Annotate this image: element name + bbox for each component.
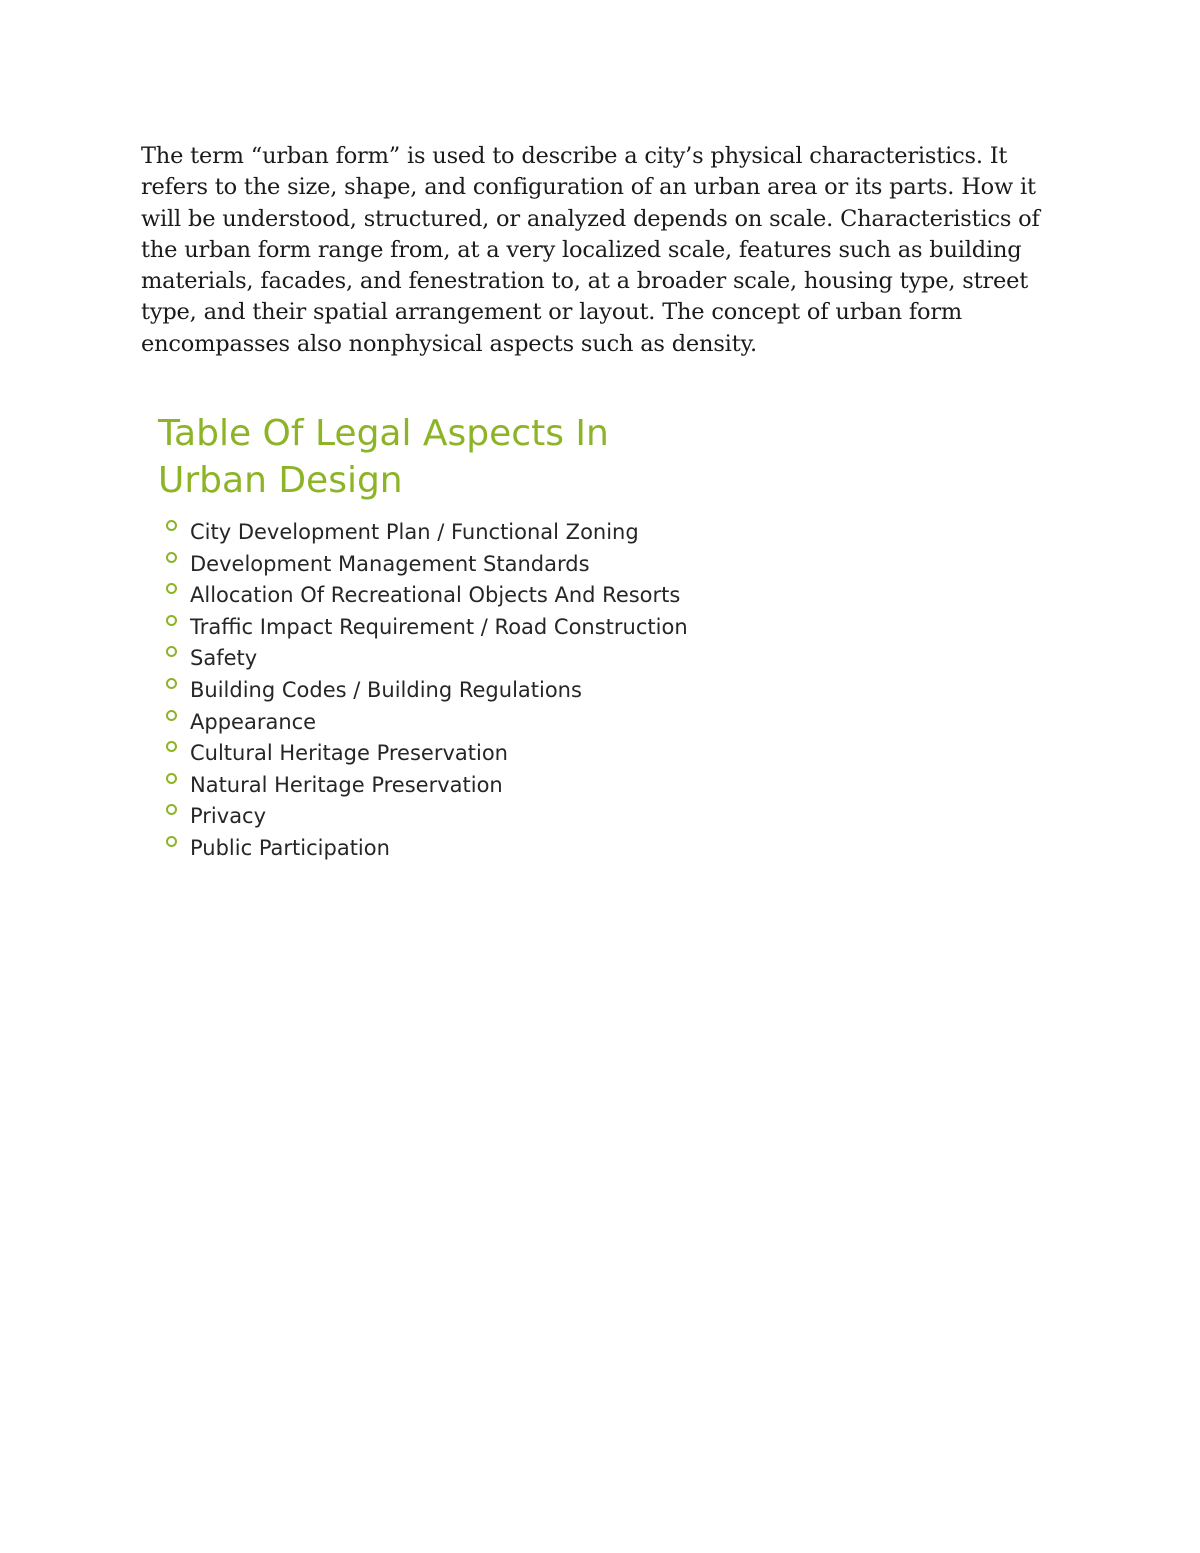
bullet-icon — [166, 583, 177, 594]
list-item-label: City Development Plan / Functional Zoning — [190, 520, 639, 544]
bullet-icon — [166, 710, 177, 721]
list-item-label: Natural Heritage Preservation — [190, 772, 503, 797]
bullet-icon — [166, 804, 177, 815]
list-item-label: Allocation Of Recreational Objects And Resorts — [190, 583, 681, 608]
list-item-label: Development Management Standards — [190, 551, 590, 576]
list-item-label: Building Codes / Building Regulations — [190, 677, 582, 702]
list-item-label: Privacy — [190, 804, 267, 829]
list-item-label: Appearance — [190, 709, 317, 734]
bullet-icon — [166, 552, 177, 563]
bullet-icon — [166, 836, 177, 847]
list-item-label: Public Participation — [190, 835, 390, 860]
bullet-icon — [166, 646, 177, 657]
bullet-icon — [166, 615, 177, 626]
bullet-icon — [166, 773, 177, 784]
list-item-label: Traffic Impact Requirement / Road Construction — [190, 614, 688, 639]
bullet-icon — [166, 741, 177, 752]
bullet-icon — [166, 678, 177, 689]
list-item-label: Safety — [190, 646, 258, 671]
bullet-icon — [166, 520, 177, 531]
intro-paragraph: The term “urban form” is used to describe a city’s physical characteristics. It refers to the size, shape, and configuration of an urban area or its parts. How it will be understood, structured, or analyzed depends on scale. Characteristics of the urban form range from, at a very localized scale, features such as building materials, facades, and fenestration to, at a broader scale, housing type, street type, and their spatial arrangement or layout. The concept of urban form encompasses also nonphysical aspects such as density. — [141, 143, 1040, 357]
section-heading: Table Of Legal Aspects In Urban Design — [158, 413, 609, 501]
list-item-label: Cultural Heritage Preservation — [190, 741, 508, 766]
